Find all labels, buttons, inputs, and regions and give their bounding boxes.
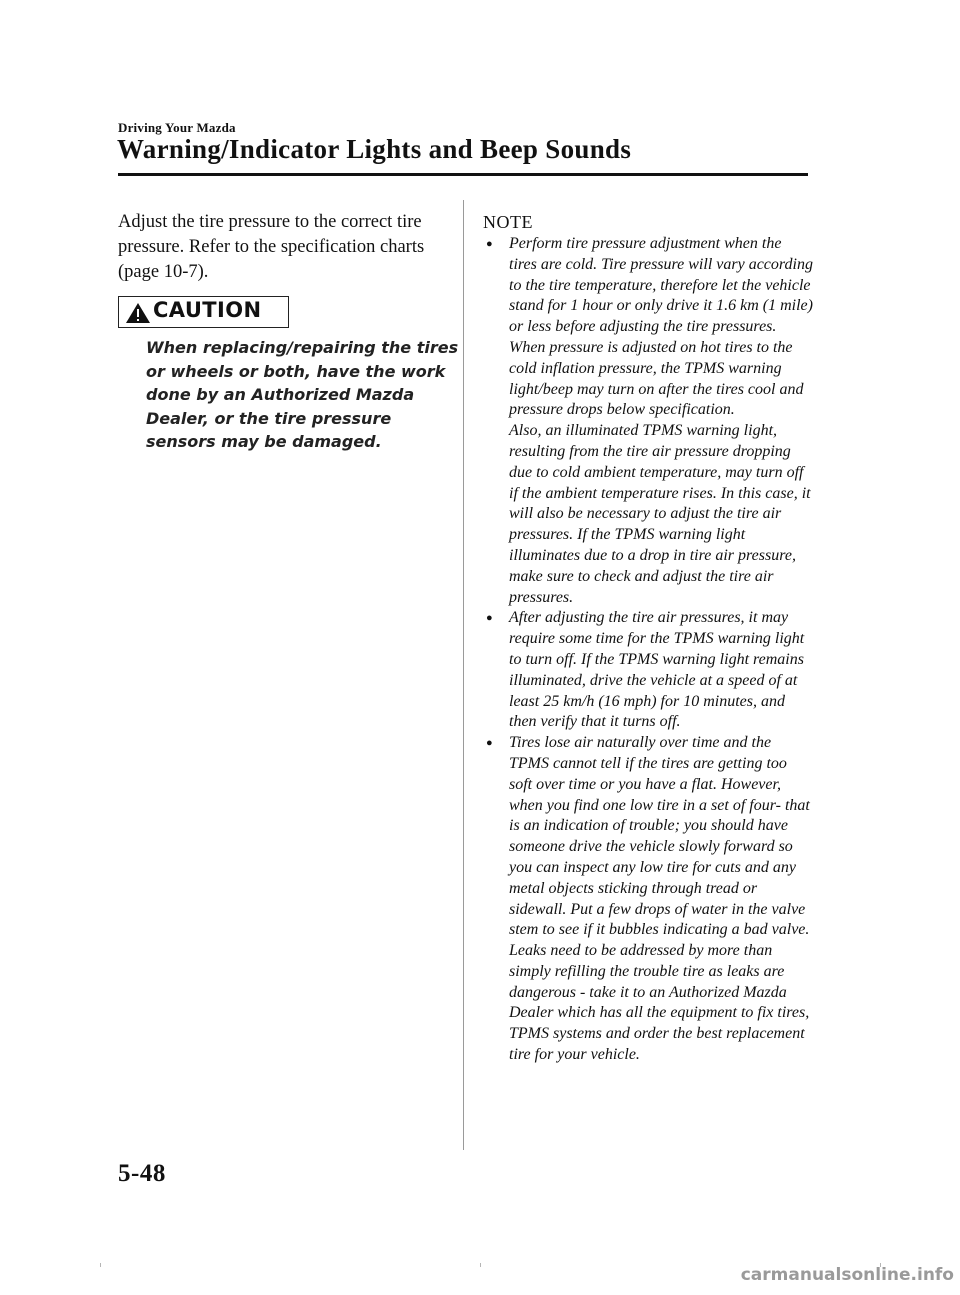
note-item: [483, 234, 813, 608]
note-list: [483, 234, 813, 1066]
note-item-text: Tires lose air naturally over time and the TPMS cannot tell if the tires are getting too soft over time or you have a flat. However, when you find one low tire in a set of four- that is an indication of trouble; you should have someone drive the vehicle slowly forward so you can inspect any low tire for cuts and any metal objects sticking through tread or sidewall. Put a few drops of water in the valve stem to see if it bubbles indicating a bad valve. Leaks need to be addressed by more than simply refilling the trouble tire as leaks are dangerous - take it to an Authorized Mazda Dealer which has all the equipment to fix tires, TPMS systems and order the best replacement tire for your vehicle.: [509, 734, 810, 1064]
page-title: Warning/Indicator Lights and Beep Sounds: [117, 134, 632, 164]
header-divider: [118, 173, 808, 176]
note-column: [483, 212, 813, 1066]
intro-paragraph: Adjust the tire pressure to the correct tire pressure. Refer to the specification charts (page 10-7).: [118, 212, 425, 282]
watermark: carmanualsonline.info: [740, 1265, 954, 1285]
note-item-text: After adjusting the tire air pressures, it may require some time for the TPMS warning light to turn off. If the TPMS warning light remains illuminated, drive the vehicle at a speed of at least 25 km/h (16 mph) for 10 minutes, and then verify that it turns off.: [509, 609, 805, 731]
crop-mark: [480, 1263, 481, 1267]
warning-triangle-icon: [125, 302, 151, 324]
page-number: 5-48: [118, 1160, 166, 1187]
note-heading: NOTE: [483, 212, 533, 232]
note-item: [483, 608, 813, 733]
bullet-icon: ●: [486, 737, 493, 750]
bullet-icon: ●: [486, 238, 493, 250]
note-item-extra: Also, an illuminated TPMS warning light, resulting from the tire air pressure dropping due to cold ambient temperature, may turn off if the ambient temperature rises. In this case, it will also be necessary to adjust the tire air pressures. If the TPMS warning light illuminates due to a drop in tire air pressure, make sure to check and adjust the tire air pressures.: [509, 422, 811, 606]
caution-label: CAUTION: [153, 298, 262, 322]
caution-box: [118, 296, 289, 328]
caution-text: When replacing/repairing the tires or wheels or both, have the work done by an Authorized Mazda Dealer, or the tire pressure sensors may be damaged.: [146, 338, 459, 451]
section-label: Driving Your Mazda: [118, 120, 236, 135]
note-item-text: Perform tire pressure adjustment when the tires are cold. Tire pressure will vary according to the tire temperature, therefore let the vehicle stand for 1 hour or only drive it 1.6 km (1 mile) or less before adjusting the tire pressures. When pressure is adjusted on hot tires to the cold inflation pressure, the TPMS warning light/beep may turn on after the tires cool and pressure drops below specification.: [509, 235, 813, 419]
crop-mark: [100, 1263, 101, 1267]
left-column: [118, 210, 459, 451]
note-item: [483, 733, 813, 1066]
bullet-icon: ●: [486, 612, 493, 625]
